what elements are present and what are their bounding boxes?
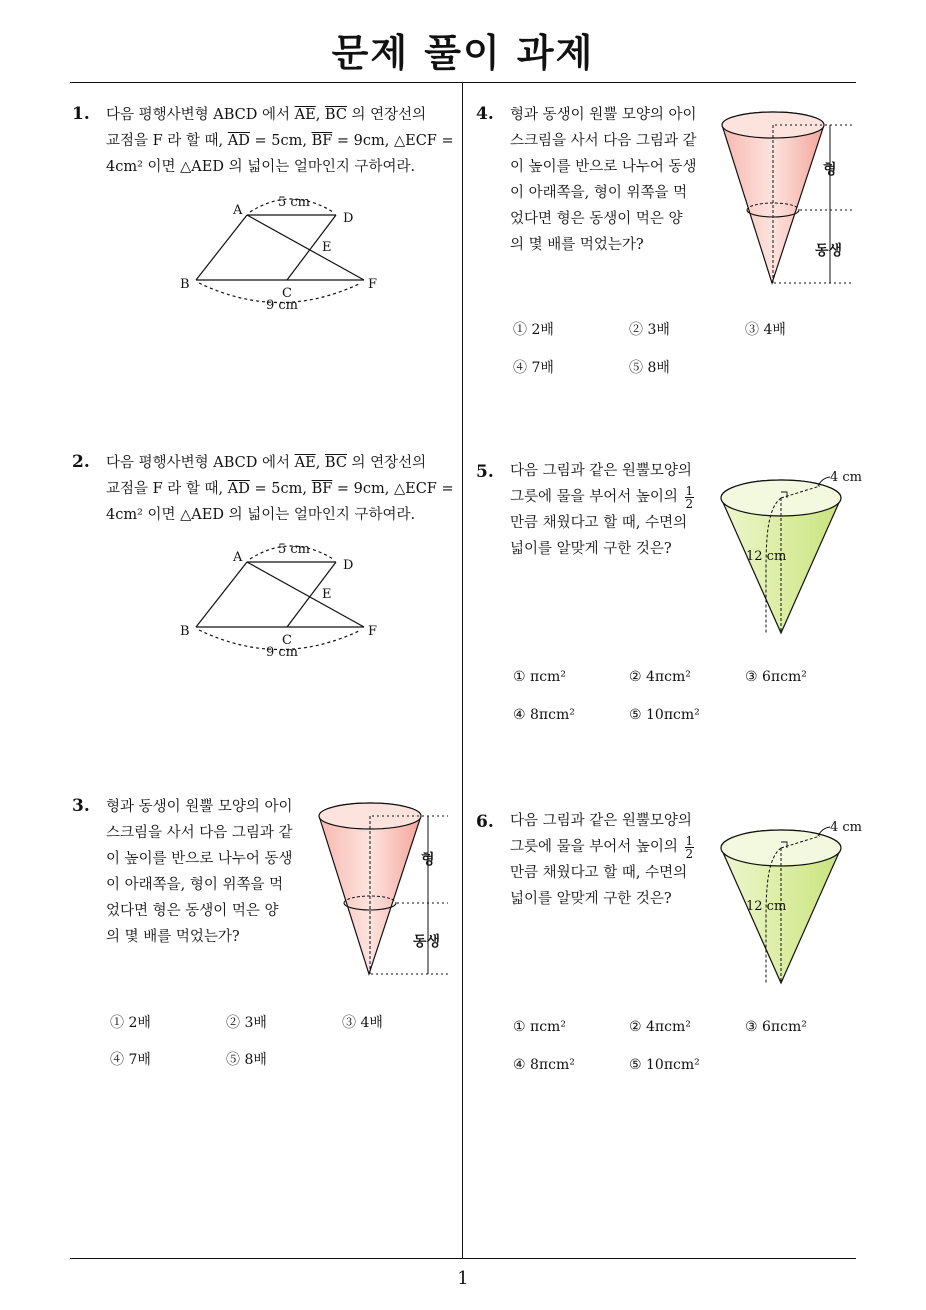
question-text: 다음 평행사변형 ABCD 에서 $\overline{AE}$, $\overline{BC}$ 의 연장선의 교점을 F 라 할 때, $\overline{AD} = 5cm$, $\overline{BF} = 9cm$, △ECF = 4cm² 이면 △AED 의 넓이는 얼마인지 구하여라. <box>106 107 454 175</box>
choice-2[interactable]: ② 4πcm² <box>629 669 691 685</box>
choice-2[interactable]: ② 4πcm² <box>629 1019 691 1035</box>
question-text: 형과 동생이 원뿔 모양의 아이 스크림을 사서 다음 그림과 같 이 높이를 반으로 나누어 동생 이 아래쪽을, 형이 위쪽을 먹 었다면 형은 동생이 먹은 양 의 몇 배를 먹었는가? <box>106 799 293 945</box>
point-label-a: A <box>233 550 243 565</box>
height-label: 12 cm <box>746 549 787 564</box>
choice-3[interactable]: ③ 6πcm² <box>745 1019 807 1035</box>
question-number: 2. <box>72 452 90 472</box>
page-number: 1 <box>457 1268 469 1289</box>
choice-2[interactable]: ② 3배 <box>629 322 670 338</box>
bottom-length-label: 9 cm <box>266 298 299 313</box>
choice-5[interactable]: ⑤ 10πcm² <box>629 1057 700 1073</box>
radius-label: 4 cm <box>830 470 863 485</box>
choice-4[interactable]: ④ 8πcm² <box>513 707 575 723</box>
choice-5[interactable]: ⑤ 8배 <box>629 360 670 376</box>
radius-label: 4 cm <box>830 820 863 835</box>
one-half-fraction: $\frac{1}{2}$ <box>685 833 694 861</box>
question-number: 4. <box>476 104 494 124</box>
choice-5[interactable]: ⑤ 8배 <box>226 1052 267 1068</box>
choice-3[interactable]: ③ 4배 <box>745 322 786 338</box>
bottom-length-label: 9 cm <box>266 645 299 660</box>
point-label-e: E <box>322 240 332 255</box>
choice-1[interactable]: ① πcm² <box>513 669 566 685</box>
question-text: 다음 그림과 같은 원뿔모양의 그릇에 물을 부어서 높이의 $\frac{1}{2}$ 만큼 채웠다고 할 때, 수면의 넓이를 알맞게 구한 것은? <box>510 463 694 557</box>
height-label: 12 cm <box>746 899 787 914</box>
choice-1[interactable]: ① πcm² <box>513 1019 566 1035</box>
choice-3[interactable]: ③ 6πcm² <box>745 669 807 685</box>
upper-part-label: 형 <box>823 162 837 178</box>
lower-part-label: 동생 <box>815 243 843 259</box>
point-label-d: D <box>343 211 354 226</box>
question-text: 다음 그림과 같은 원뿔모양의 그릇에 물을 부어서 높이의 $\frac{1}{2}$ 만큼 채웠다고 할 때, 수면의 넓이를 알맞게 구한 것은? <box>510 813 694 907</box>
one-half-fraction: $\frac{1}{2}$ <box>685 483 694 511</box>
choice-2[interactable]: ② 3배 <box>226 1015 267 1031</box>
point-label-d: D <box>343 558 354 573</box>
page-title: 문제 풀이 과제 <box>331 31 595 75</box>
question-number: 3. <box>72 796 90 816</box>
point-label-e: E <box>322 587 332 602</box>
lower-part-label: 동생 <box>413 934 441 950</box>
choice-3[interactable]: ③ 4배 <box>342 1015 383 1031</box>
question-text: 다음 평행사변형 ABCD 에서 $\overline{AE}$, $\overline{BC}$ 의 연장선의 교점을 F 라 할 때, $\overline{AD} = 5cm$, $\overline{BF} = 9cm$, △ECF = 4cm² 이면 △AED 의 넓이는 얼마인지 구하여라. <box>106 455 454 523</box>
choice-1[interactable]: ① 2배 <box>110 1015 151 1031</box>
question-number: 1. <box>72 104 90 124</box>
point-label-b: B <box>180 624 190 639</box>
choice-4[interactable]: ④ 7배 <box>110 1052 151 1068</box>
question-text: 형과 동생이 원뿔 모양의 아이 스크림을 사서 다음 그림과 같 이 높이를 반으로 나누어 동생 이 아래쪽을, 형이 위쪽을 먹 었다면 형은 동생이 먹은 양 의 몇 배를 먹었는가? <box>510 107 697 253</box>
point-label-f: F <box>368 277 378 292</box>
top-length-label: 5 cm <box>278 542 311 557</box>
point-label-c: C <box>282 633 292 648</box>
point-label-b: B <box>180 277 190 292</box>
question-number: 5. <box>476 462 494 482</box>
choice-4[interactable]: ④ 8πcm² <box>513 1057 575 1073</box>
point-label-a: A <box>233 203 243 218</box>
upper-part-label: 형 <box>421 852 435 868</box>
point-label-f: F <box>368 624 378 639</box>
top-length-label: 5 cm <box>278 195 311 210</box>
question-number: 6. <box>476 812 494 832</box>
choice-5[interactable]: ⑤ 10πcm² <box>629 707 700 723</box>
choice-4[interactable]: ④ 7배 <box>513 360 554 376</box>
point-label-c: C <box>282 286 292 301</box>
choice-1[interactable]: ① 2배 <box>513 322 554 338</box>
